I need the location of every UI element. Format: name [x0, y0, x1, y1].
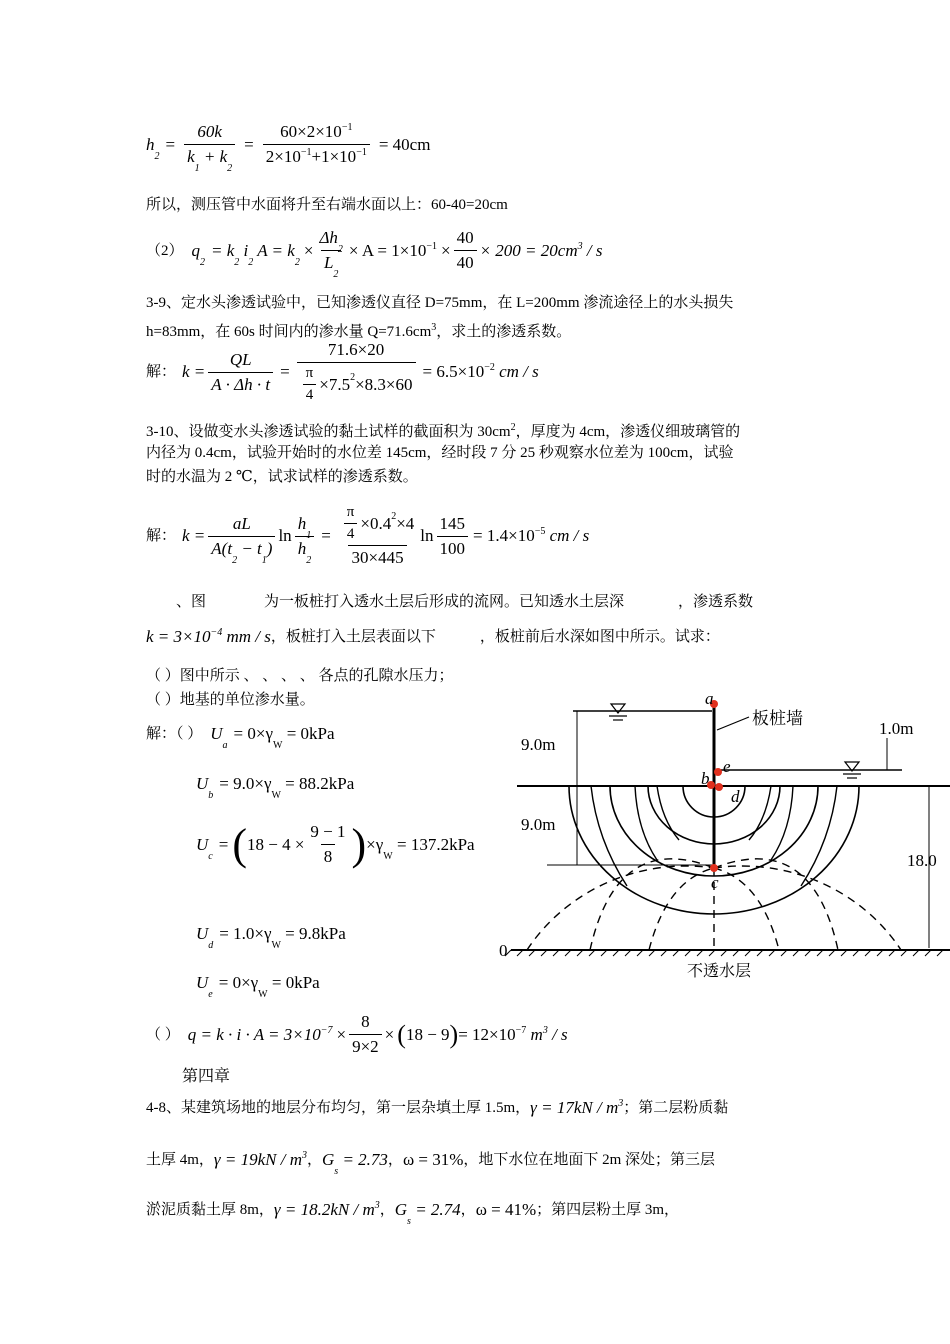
- p48-line2: 土厚 4m， $\gamma = 19kN / m^3$ ， $G_s = 2.73$ ， ω = 31% ，地下水位在地面下 2m 深处；第三层: [146, 1150, 716, 1177]
- p310-line3: 时的水温为 2 ℃，试求试样的渗透系数。: [146, 469, 418, 485]
- h2-lhs: $h_2$: [146, 134, 160, 162]
- pfig-line2: $k = 3\times 10^{-4}$ mm / s ，板桩打入土层表面以下 ，板桩前后水深如图中所示。试求：: [146, 627, 720, 646]
- label-e: e: [723, 757, 731, 776]
- impervious-label: 不透水层: [687, 961, 752, 980]
- p310-line2: 内径为 0.4cm，试验开始时的水位差 145cm，经时段 7 分 25 秒观察水位差为 100cm，试验: [146, 445, 734, 461]
- equipotential-2: [714, 866, 901, 950]
- eq-h2: $h_2$ = $\frac{60k}{k_1 + k_2}$ = $\frac{60\times 2\times 10^{-1}}{2\times 10^{-1}+1\times 10^{-1}}$ = 40cm: [146, 122, 431, 174]
- p39-line1: 3-9、定水头渗透试验中，已知渗透仪直径 D=75mm，在 L=200mm 渗流途径上的水头损失: [146, 295, 734, 311]
- wall-label: 板桩墙: [752, 709, 803, 729]
- equipotential-4: [714, 859, 838, 950]
- label-d: d: [731, 787, 740, 806]
- conclusion-text: 所以，测压管中水面将升至右端水面以上：60-40=20cm: [146, 197, 508, 213]
- p48-line3: 淤泥质黏土厚 8m， $\gamma = 18.2kN / m^3$ ， $G_s = 2.74$ ， ω = 41% ；第四层粉土厚 3m，: [146, 1200, 680, 1227]
- h2-frac2: $\frac{60\times 2\times 10^{-1}}{2\times 10^{-1}+1\times 10^{-1}}$: [263, 122, 370, 167]
- dim-left-mid: 9.0m: [521, 815, 556, 834]
- pfig-q2: （ ）地基的单位渗水量。: [146, 692, 315, 708]
- h2-frac1: $\frac{60k}{k_1 + k_2}$: [184, 122, 235, 167]
- dim-right-full: 18.0: [907, 851, 937, 870]
- equipotential-1: [527, 866, 714, 950]
- pfig-line1: 、图 为一板桩打入透水土层后形成的流网。已知透水土层深 ，渗透系数: [176, 594, 754, 610]
- p39-line2: h=83mm，在 60s 时间内的渗水量 $Q=71.6cm^3$，求土的渗透系数。: [146, 322, 572, 340]
- base-zero: 0: [499, 941, 508, 960]
- chapter-heading: 第四章: [182, 1068, 231, 1085]
- equipotential-3: [590, 859, 714, 950]
- dim-right-top: 1.0m: [879, 719, 914, 738]
- point-d: [715, 783, 723, 791]
- pfig-q1: （ ）图中所示 、 、 、 、 各点的孔隙水压力；: [146, 668, 454, 684]
- flow-net-figure: [497, 690, 950, 990]
- p310-line1: 3-10、设做变水头渗透试验的黏土试样的截面积为 $30cm^2$，厚度为 4cm，渗透仪细玻璃管的: [146, 422, 741, 440]
- dim-left-top: 9.0m: [521, 735, 556, 754]
- sol-ub: $U_b$ = $9.0\times\gamma_W = 88.2kPa$: [196, 774, 355, 801]
- equipotential-5: [649, 868, 714, 950]
- eq-3-9: 解： k = $\frac{QL}{A \cdot \Delta h \cdot t}$ = 71.6×20 $\frac{\pi}{4}$ ×7.5 2 ×8.3×60 = $6.5\times 10^{-2}$ cm / s: [146, 340, 539, 403]
- equipotential-6: [714, 868, 779, 950]
- sol-ue: $U_e$ = $0\times\gamma_W = 0kPa$: [196, 973, 320, 1000]
- point-e: [714, 768, 722, 776]
- sol-ud: $U_d$ = $1.0\times\gamma_W = 9.8kPa$: [196, 924, 346, 951]
- h2-result: = 40cm: [378, 134, 431, 154]
- p48-line1: 4-8、某建筑场地的地层分布均匀，第一层杂填土厚 1.5m， $\gamma = 17kN / m^3$ ；第二层粉质黏: [146, 1098, 729, 1117]
- sol-uc: $U_c$ = ( 18 − 4 × $\frac{9 - 1}{8}$ ) $\times\gamma_W = 137.2kPa$: [196, 819, 475, 869]
- label-b: b: [701, 769, 710, 788]
- eq-q2: （2） $q_2$ = $k_2$ $i_2$ $A = k_2$ × $\frac{\Delta h_2}{L_2}$ × $A = 1\times 10^{-1}$ × $\frac{40}{40}$ × $200 = 20cm^3 / s$: [146, 228, 603, 280]
- sol-ua: 解：（ ） $U_a$ = $0\times\gamma_W = 0kPa$: [146, 724, 335, 751]
- label-c: c: [711, 873, 719, 892]
- eq-3-10: 解： k = $\frac{aL}{A(t_2 - t_1)}$ ln $\frac{h_1}{h_2}$ = $\frac{\pi}{4}$ ×0.4 2 ×4 30×445 ln $\frac{145}{100}$ = $1.4\times 10^{-5}$ cm / s: [146, 504, 590, 567]
- label-a: a: [705, 690, 714, 708]
- sol-q: （ ） $q = k \cdot i \cdot A = 3\times 10^{-7}$ × $\frac{8}{9\times 2}$ × ( 18 − 9 ) = $12\times 10^{-7}$ $m^3$ / s: [146, 1012, 568, 1056]
- point-c: [710, 864, 718, 872]
